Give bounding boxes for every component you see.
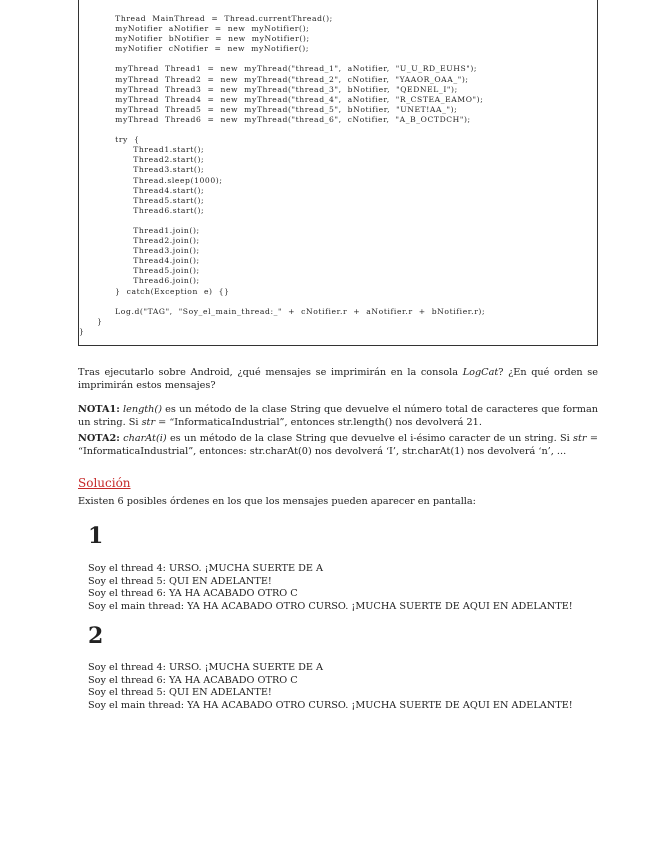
code-line: Thread4.start();: [79, 185, 205, 195]
option-messages: [88, 662, 573, 713]
code-line: Log.d("TAG", "Soy_el_main_thread:_" + cNotifier.r + aNotifier.r + bNotifier.r);: [79, 306, 486, 316]
code-line: myThread Thread1 = new myThread("thread_1", aNotifier, "U_U_RD_EUHS");: [79, 64, 478, 74]
message-line: Soy el thread 5: QUI EN ADELANTE!: [88, 687, 272, 699]
code-line: } catch(Exception e) {}: [79, 286, 230, 296]
code-line: myThread Thread6 = new myThread("thread_6", cNotifier, "A_B_OCTDCH");: [79, 114, 471, 124]
code-line: myNotifier aNotifier = new myNotifier();: [79, 24, 310, 34]
code-line: }: [79, 316, 103, 326]
message-line: Soy el thread 4: URSO. ¡MUCHA SUERTE DE A: [88, 563, 324, 574]
solution-heading: Solución: [78, 476, 131, 490]
question-paragraph: Tras ejecutarlo sobre Android, ¿qué mensajes se imprimirán en la consola LogCat? ¿En qué orden se imprimirán estos mensajes?: [78, 367, 599, 391]
nota1-paragraph: NOTA1: length() es un método de la clase String que devuelve el número total de caracteres que forman un string. Si str = “InformaticaIndustrial”, entonces str.length() nos devolverá 21.: [78, 404, 598, 428]
message-line: Soy el main thread: YA HA ACABADO OTRO CURSO. ¡MUCHA SUERTE DE AQUI EN ADELANTE!: [88, 700, 573, 712]
option-number: 1: [88, 523, 104, 549]
code-line: myThread Thread5 = new myThread("thread_5", bNotifier, "UNET!AA_");: [79, 104, 458, 114]
message-line: Soy el thread 6: YA HA ACABADO OTRO C: [88, 674, 298, 686]
code-line: myThread Thread3 = new myThread("thread_3", bNotifier, "QEDNEL_I");: [79, 84, 458, 94]
nota2-label: NOTA2:: [78, 433, 120, 444]
code-line: Thread.sleep(1000);: [79, 175, 223, 185]
code-line: [79, 216, 485, 226]
code-line: myThread Thread2 = new myThread("thread_2", cNotifier, "YAAOR_OAA_");: [79, 74, 469, 84]
code-line: [79, 297, 485, 307]
nota1-label: NOTA1:: [78, 404, 120, 415]
code-line: Thread MainThread = Thread.currentThread();: [79, 14, 333, 23]
option-number: 2: [88, 623, 104, 649]
code-line: myNotifier cNotifier = new myNotifier();: [79, 44, 310, 54]
logcat-term: LogCat: [462, 367, 499, 378]
message-line: Soy el thread 6: YA HA ACABADO OTRO C: [88, 588, 298, 600]
code-line: Thread5.start();: [79, 195, 205, 205]
code-line: Thread4.join();: [79, 256, 200, 266]
solution-intro: Existen 6 posibles órdenes en los que los mensajes pueden aparecer en pantalla:: [78, 496, 476, 507]
code-listing-frame: [78, 0, 598, 346]
message-line: Soy el main thread: YA HA ACABADO OTRO CURSO. ¡MUCHA SUERTE DE AQUI EN ADELANTE!: [88, 601, 573, 613]
code-line: myNotifier bNotifier = new myNotifier();: [79, 34, 310, 44]
message-line: Soy el thread 5: QUI EN ADELANTE!: [88, 575, 272, 587]
code-line: [79, 54, 485, 64]
code-line: Thread1.start();: [79, 145, 205, 155]
code-line: Thread3.join();: [79, 246, 200, 256]
code-listing: [79, 14, 485, 337]
code-line: [79, 125, 485, 135]
code-line: Thread1.join();: [79, 225, 200, 235]
code-line: Thread2.start();: [79, 155, 205, 165]
code-line: Thread5.join();: [79, 266, 200, 276]
code-line: Thread3.start();: [79, 165, 205, 175]
code-line: }: [79, 326, 85, 336]
nota2-paragraph: NOTA2: charAt(i) es un método de la clase String que devuelve el i-ésimo caracter de un string. Si str = “InformaticaIndustrial”, entonces: str.charAt(0) nos devolverá ‘I’, str.charAt(1) nos devolverá ‘n’, ...: [78, 433, 598, 457]
code-line: Thread6.start();: [79, 205, 205, 215]
option-messages: [88, 563, 573, 614]
code-line: Thread2.join();: [79, 236, 200, 246]
code-line: try {: [79, 135, 140, 145]
code-line: myThread Thread4 = new myThread("thread_4", aNotifier, "R_CSTEA_EAMO");: [79, 94, 484, 104]
message-line: Soy el thread 4: URSO. ¡MUCHA SUERTE DE A: [88, 662, 324, 673]
code-line: Thread6.join();: [79, 276, 200, 286]
